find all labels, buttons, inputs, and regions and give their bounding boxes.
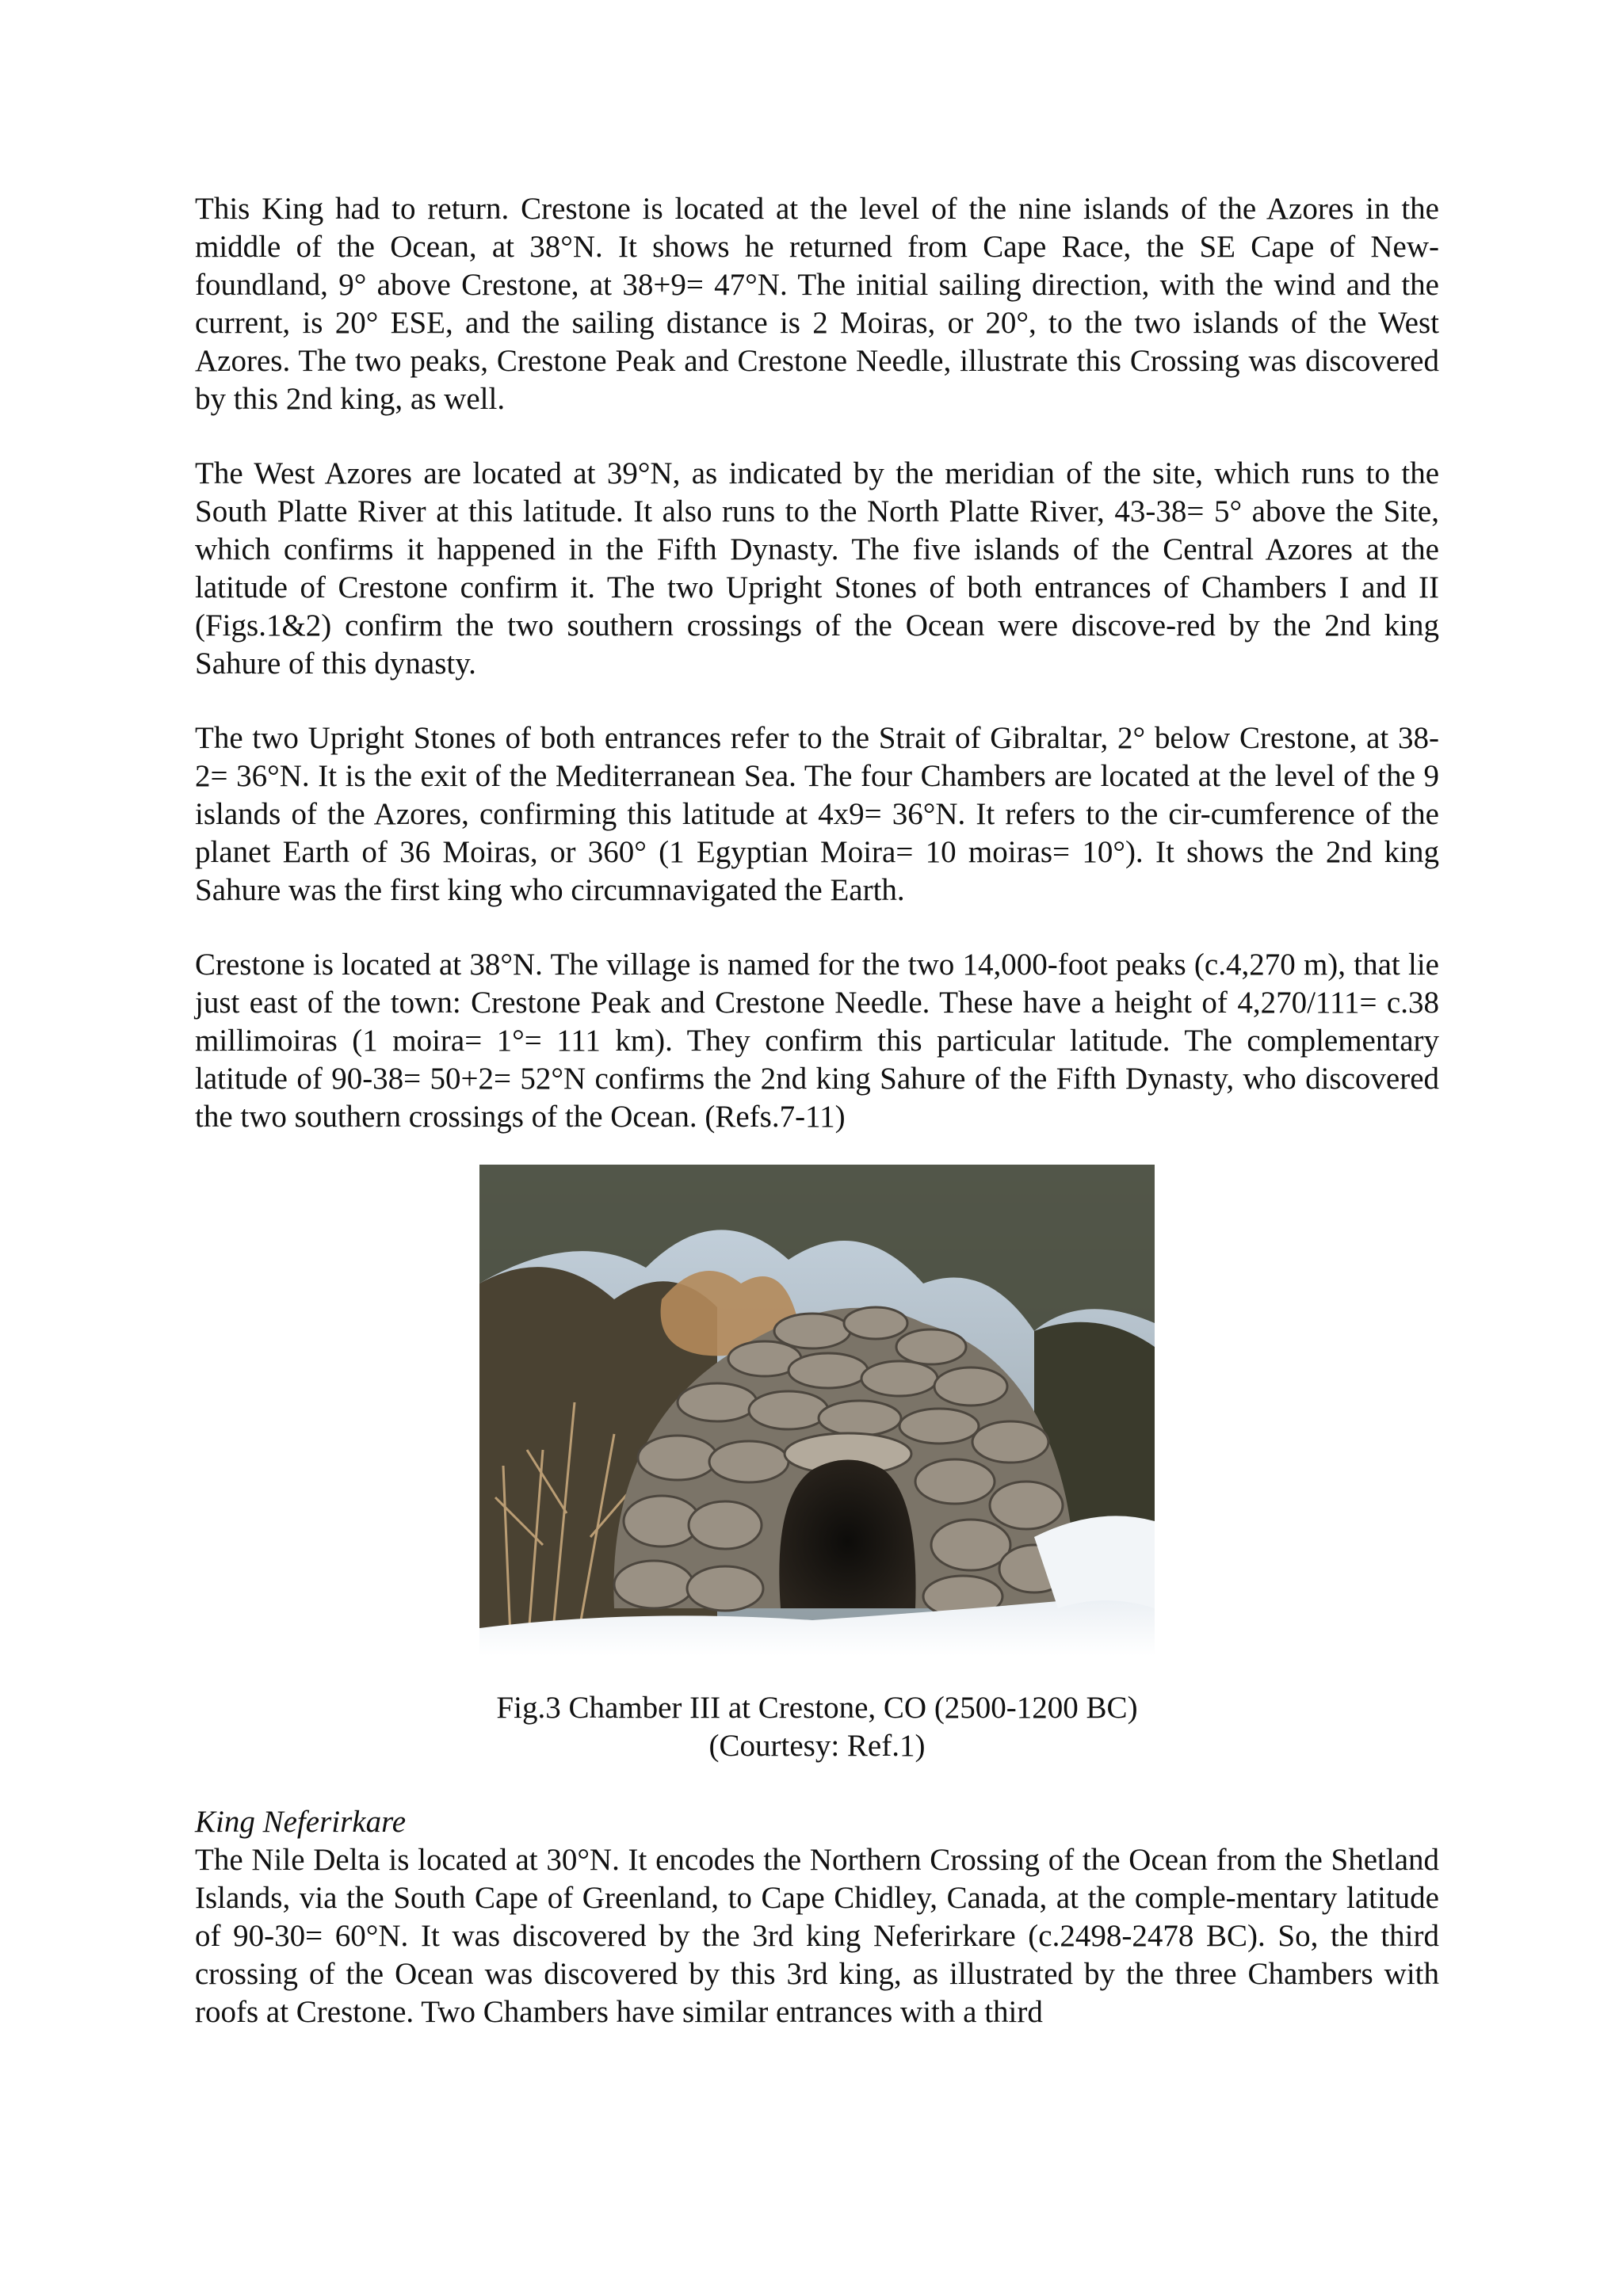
paragraph-upright-stones: The two Upright Stones of both entrances refer to the Strait of Gibraltar, 2° below Crestone, at 38-2= 36°N. It is the exit of the Mediterranean Sea. The four Chambers are located at the level of the 9 islands of the Azores, confirming this latitude at 4x9= 36°N. It refers to the cir-cumference of the planet Earth of 36 Moiras, or 360° (1 Egyptian Moira= 10 moiras= 10°). It shows the 2nd king Sahure was the first king who circumnavigated the Earth.	[195, 721, 1439, 907]
figure-caption-title: Fig.3 Chamber III at Crestone, CO (2500-1200 BC)	[496, 1691, 1138, 1725]
document-page	[195, 190, 1439, 2031]
paragraph-nile-delta: The Nile Delta is located at 30°N. It encodes the Northern Crossing of the Ocean from the Shetland Islands, via the South Cape of Greenland, to Cape Chidley, Canada, at the comple-mentary latitude of 90-30= 60°N. It was discovered by the 3rd king Neferirkare (c.2498-2478 BC). So, the third crossing of the Ocean was discovered by this 3rd king, as illustrated by the three Chambers with roofs at Crestone. Two Chambers have similar entrances with a third	[195, 1843, 1439, 2029]
paragraph-return-crossing: This King had to return. Crestone is located at the level of the nine islands of the Azores in the middle of the Ocean, at 38°N. It shows he returned from Cape Race, the SE Cape of New-foundland, 9° above Crestone, at 38+9= 47°N. The initial sailing direction, with the wind and the current, is 20° ESE, and the sailing distance is 2 Moiras, or 20°, to the two islands of the West Azores. The two peaks, Crestone Peak and Crestone Needle, illustrate this Crossing was discovered by this 2nd king, as well.	[195, 192, 1439, 416]
paragraph-west-azores: The West Azores are located at 39°N, as indicated by the meridian of the site, which runs to the South Platte River at this latitude. It also runs to the North Platte River, 43-38= 5° above the Site, which confirms it happened in the Fifth Dynasty. The five islands of the Central Azores at the latitude of Crestone confirm it. The two Upright Stones of both entrances of Chambers I and II (Figs.1&2) confirm the two southern crossings of the Ocean were discove-red by the 2nd king Sahure of this dynasty.	[195, 456, 1439, 681]
figure-caption-credit: (Courtesy: Ref.1)	[708, 1729, 926, 1763]
paragraph-crestone-latitude: Crestone is located at 38°N. The village is named for the two 14,000-foot peaks (c.4,270 m), that lie just east of the town: Crestone Peak and Crestone Needle. These have a height of 4,270/111= c.38 millimoiras (1 moira= 1°= 111 km). They confirm this particular latitude. The complementary latitude of 90-38= 50+2= 52°N confirms the 2nd king Sahure of the Fifth Dynasty, who discovered the two southern crossings of the Ocean. (Refs.7-11)	[195, 948, 1439, 1134]
chamber-photo	[479, 1165, 1155, 1656]
section-heading-neferirkare: King Neferirkare	[195, 1805, 407, 1839]
figure-caption	[195, 1689, 1439, 1765]
chamber-photo-illustration	[479, 1165, 1155, 1656]
